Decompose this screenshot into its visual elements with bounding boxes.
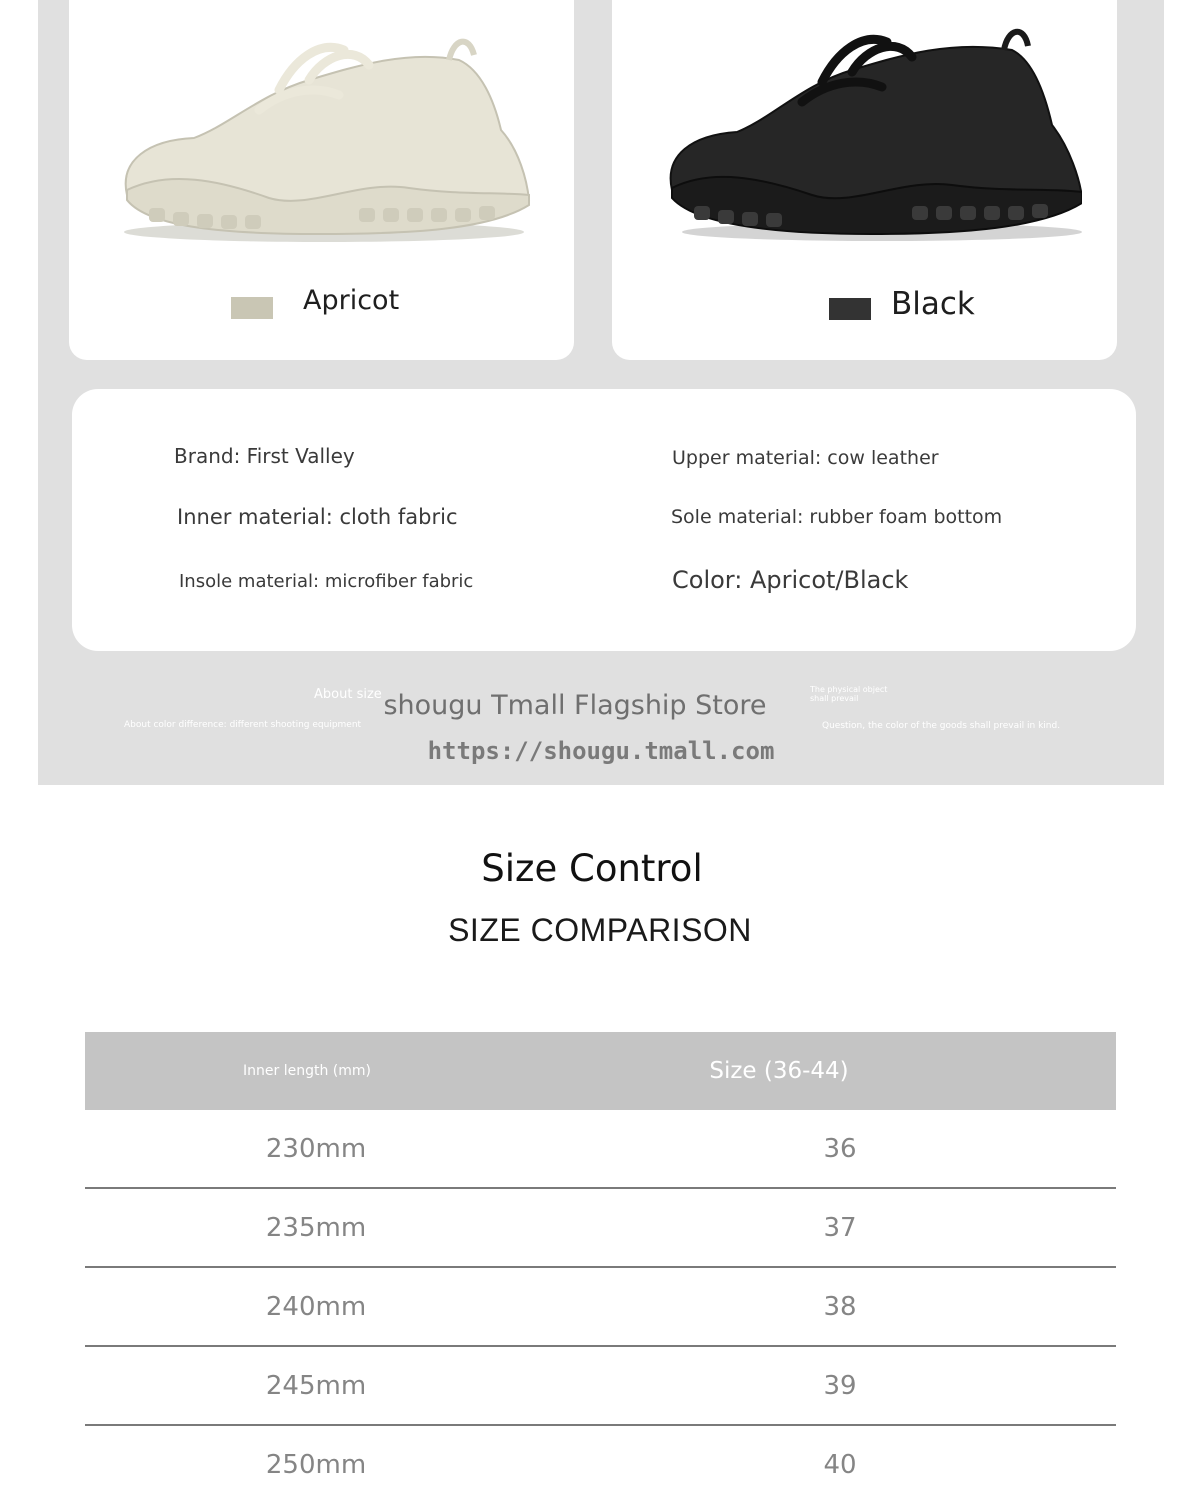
spec-brand: Brand: First Valley [174, 444, 355, 468]
size-cell: 40 [823, 1449, 857, 1480]
inner-length-cell: 245mm [265, 1370, 367, 1401]
table-row [85, 1347, 1116, 1426]
color-card-black[interactable] [612, 0, 1117, 360]
header-inner-length: Inner length (mm) [243, 1063, 371, 1079]
color-card-apricot[interactable] [69, 0, 574, 360]
size-cell: 38 [823, 1291, 857, 1322]
size-cell: 39 [823, 1370, 857, 1401]
table-row [85, 1426, 1116, 1503]
store-url-watermark: https://shougu.tmall.com [427, 737, 775, 765]
apricot-label: Apricot [303, 285, 400, 316]
physical-object-note: The physical object shall prevail [810, 685, 888, 703]
spec-sole-material: Sole material: rubber foam bottom [671, 506, 1003, 528]
black-swatch [829, 298, 871, 320]
product-info-panel [38, 0, 1164, 785]
inner-length-cell: 240mm [265, 1291, 367, 1322]
spec-inner-material: Inner material: cloth fabric [177, 505, 458, 529]
table-row [85, 1110, 1116, 1189]
header-size: Size (36-44) [709, 1058, 849, 1084]
about-size-note: About size [314, 687, 382, 702]
apricot-shoe-image [109, 20, 539, 245]
product-specs-card [72, 389, 1136, 651]
inner-length-cell: 230mm [265, 1133, 367, 1164]
table-row [85, 1268, 1116, 1347]
spec-color: Color: Apricot/Black [672, 566, 909, 594]
store-watermark: shougu Tmall Flagship Store [383, 690, 767, 721]
size-control-title: Size Control [481, 847, 703, 890]
inner-length-cell: 250mm [265, 1449, 367, 1480]
size-comparison-subtitle: SIZE COMPARISON [448, 912, 752, 948]
apricot-swatch [231, 297, 273, 319]
table-row [85, 1189, 1116, 1268]
table-header [85, 1032, 1116, 1110]
inner-length-cell: 235mm [265, 1212, 367, 1243]
spec-insole-material: Insole material: microfiber fabric [179, 571, 474, 592]
black-shoe-image [652, 20, 1082, 245]
size-cell: 36 [823, 1133, 857, 1164]
size-table [85, 1032, 1116, 1503]
spec-upper-material: Upper material: cow leather [672, 447, 939, 469]
color-question-note: Question, the color of the goods shall prevail in kind. [822, 721, 1061, 731]
about-color-note: About color difference: different shooting equipment [124, 720, 362, 730]
size-cell: 37 [823, 1212, 857, 1243]
black-label: Black [891, 286, 975, 322]
